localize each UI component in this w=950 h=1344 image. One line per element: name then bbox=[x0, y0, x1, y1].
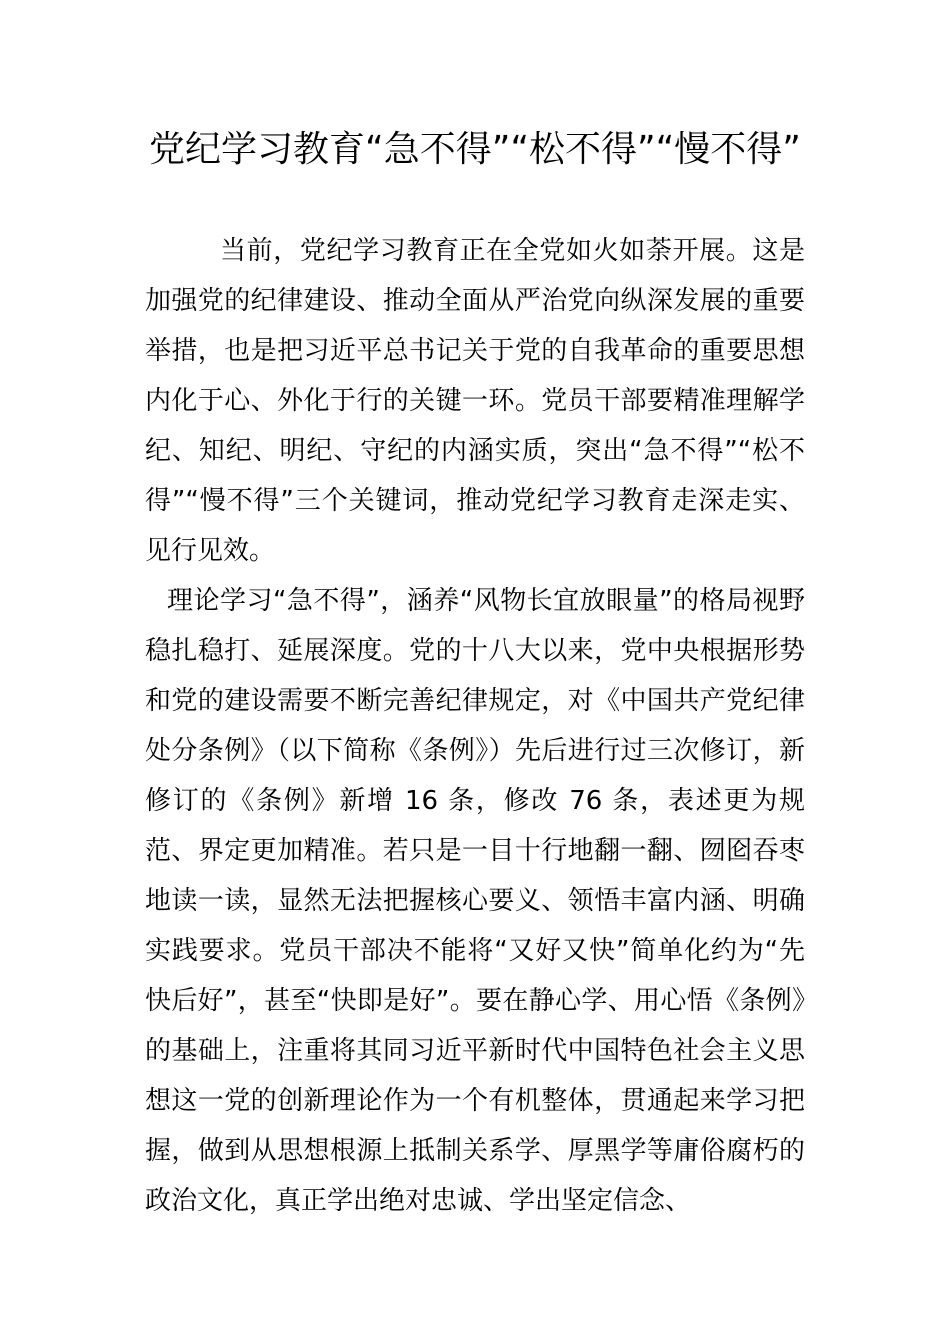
paragraph-intro: 当前，党纪学习教育正在全党如火如荼开展。这是加强党的纪律建设、推动全面从严治党向纵深发展的重要举措，也是把习近平总书记关于党的自我革命的重要思想内化于心、外化于行的关键一环。党员干部要精准理解学纪、知纪、明纪、守纪的内涵实质，突出“急不得”“松不得”“慢不得”三个关键词，推动党纪学习教育走深走实、见行见效。 bbox=[145, 236, 805, 566]
document-title: 党纪学习教育“急不得”“松不得”“慢不得” bbox=[149, 129, 801, 170]
paragraph-theory-study: 理论学习“急不得”，涵养“风物长宜放眼量”的格局视野稳扎稳打、延展深度。党的十八大以来，党中央根据形势和党的建设需要不断完善纪律规定，对《中国共产党纪律处分条例》（以下简称《条例》）先后进行过三次修订，新修订的《条例》新增 16 条，修改 76 条，表述更为规范、界定更加精准。若只是一目十行地翻一翻、囫囵吞枣地读一读，显然无法把握核心要义、领悟丰富内涵、明确实践要求。党员干部决不能将“又好又快”简单化约为“先快后好”，甚至“快即是好”。要在静心学、用心悟《条例》的基础上，注重将其同习近平新时代中国特色社会主义思想这一党的创新理论作为一个有机整体，贯通起来学习把握，做到从思想根源上抵制关系学、厚黑学等庸俗腐朽的政治文化，真正学出绝对忠诚、学出坚定信念、 bbox=[145, 586, 805, 1216]
document-body bbox=[145, 226, 805, 1226]
